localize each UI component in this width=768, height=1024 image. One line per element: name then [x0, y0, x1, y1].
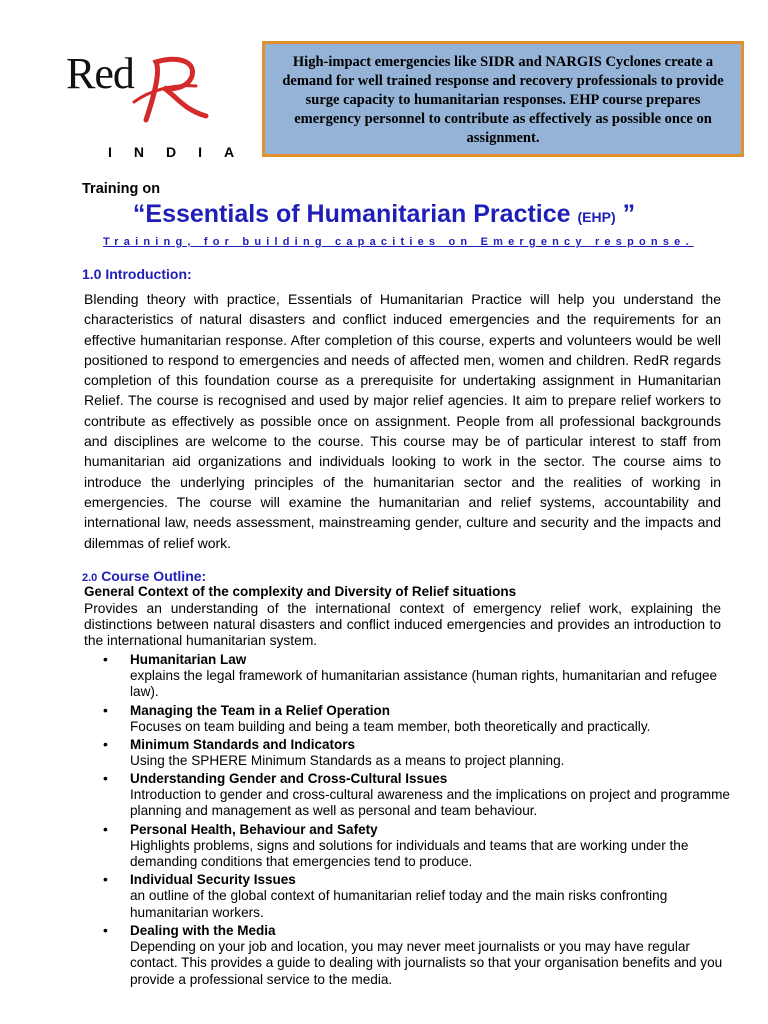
logo-india-text: INDIA	[108, 144, 257, 160]
callout-text: High-impact emergencies like SIDR and NARGIS Cyclones create a demand for well trained response and recovery professionals to provide surge capacity to humanitarian responses. EHP course prepares emergency personnel to contribute as effectively as possible once on assignment.	[282, 54, 724, 146]
bullet-icon: •	[103, 735, 108, 752]
training-on-label: Training on	[82, 181, 161, 197]
logo-r-mark-icon	[126, 50, 216, 130]
item-title: Individual Security Issues	[130, 872, 296, 888]
outline-subheading: General Context of the complexity and Diversity of Relief situations	[84, 584, 517, 599]
list-item	[84, 922, 734, 988]
outline-paragraph: Provides an understanding of the international context of emergency relief work, explaining the distinctions between natural disasters and conflict induced emergencies and provides an introduction to the international humanitarian system.	[84, 601, 721, 648]
item-description: Using the SPHERE Minimum Standards as a means to project planning.	[130, 752, 565, 768]
item-description: explains the legal framework of humanitarian assistance (human rights, humanitarian and refugee law).	[130, 668, 718, 700]
list-item	[84, 651, 734, 701]
item-description: Introduction to gender and cross-cultural awareness and the implications on project and programme planning and management as well as personal and team behaviour.	[130, 787, 730, 819]
page-subtitle: Training, for building capacities on Emergency response.	[103, 236, 694, 248]
outline-list	[84, 651, 734, 989]
redr-india-logo	[66, 40, 257, 170]
item-title: Dealing with the Media	[130, 922, 276, 938]
list-item	[84, 702, 734, 735]
bullet-icon: •	[103, 770, 108, 787]
item-description: Depending on your job and location, you may never meet journalists or you may have regular contact. This provides a guide to dealing with journalists so that your organisation benefits and you provide a professional service to the media.	[130, 938, 723, 987]
bullet-icon: •	[103, 871, 108, 888]
outline-heading-text: Course Outline:	[101, 568, 207, 584]
item-title: Humanitarian Law	[130, 652, 247, 667]
bullet-icon: •	[103, 921, 108, 938]
item-title: Understanding Gender and Cross-Cultural Issues	[130, 771, 448, 787]
logo-word: Red	[66, 49, 134, 98]
list-item	[84, 736, 734, 769]
title-abbr: (EHP)	[577, 209, 616, 225]
item-title: Managing the Team in a Relief Operation	[130, 702, 391, 718]
bullet-icon: •	[103, 701, 108, 718]
bullet-icon: •	[103, 651, 108, 667]
title-close-quote: ”	[622, 200, 636, 228]
item-description: Highlights problems, signs and solutions for individuals and teams that are working under the demanding conditions that emergencies tend to produce.	[130, 837, 689, 870]
outline-number: 2.0	[82, 572, 98, 584]
title-main: “Essentials of Humanitarian Practice	[132, 200, 571, 228]
item-description: an outline of the global context of humanitarian relief today and the main risks confronting humanitarian workers.	[130, 888, 668, 920]
list-item	[84, 770, 734, 820]
introduction-paragraph: Blending theory with practice, Essentials of Humanitarian Practice will help you understand the characteristics of natural disasters and conflict induced emergencies and the requirements for an effective humanitarian response. After completion of this course, experts and volunteers would be well positioned to respond to emergencies and needs of affected men, women and children. RedR regards completion of this foundation course as a prerequisite for undertaking assignment in Humanitarian Relief. The course is recognised and used by major relief agencies. It aim to prepare relief workers to contribute as effectively as possible once on assignment. People from all professional backgrounds and disciplines are welcome to the course. This course may be of particular interest to staff from humanitarian aid organizations and individuals looking to work in the sector. The course aims to introduce the underlying principles of the humanitarian sector and the realities of working in emergencies. The course will examine the humanitarian and relief systems, accountability and international law, needs assessment, mainstreaming gender, culture and security and the impacts and dilemmas of relief work.	[84, 291, 721, 551]
list-item	[84, 821, 734, 871]
item-title: Personal Health, Behaviour and Safety	[130, 821, 378, 837]
page-title	[0, 200, 768, 229]
item-description: Focuses on team building and being a team member, both theoretically and practically.	[130, 718, 651, 734]
introduction-heading: 1.0 Introduction:	[82, 266, 192, 282]
outline-heading	[82, 568, 206, 584]
item-title: Minimum Standards and Indicators	[130, 736, 356, 752]
callout-box	[262, 41, 744, 157]
bullet-icon: •	[103, 820, 108, 837]
list-item	[84, 871, 734, 921]
